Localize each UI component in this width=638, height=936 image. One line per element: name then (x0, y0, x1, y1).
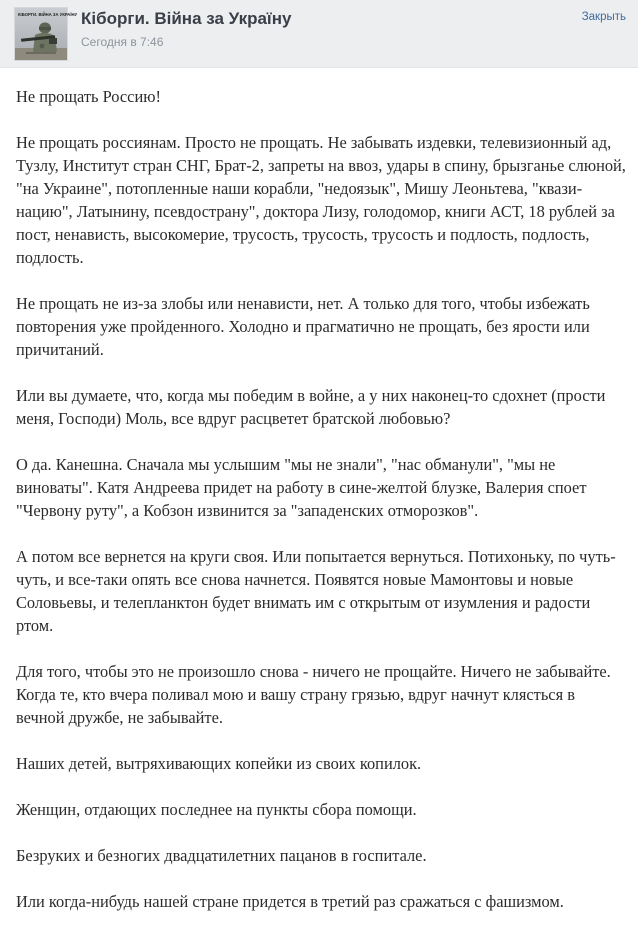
group-name[interactable]: Кіборги. Війна за Україну (81, 9, 292, 28)
paragraph: О да. Канешна. Сначала мы услышим "мы не знали", "нас обманули", "мы не виноваты". Катя Андреева придет на работу в сине-желтой блузке, Валерия споет "Червону руту", а Кобзон извинится за "западенских отморозков". (16, 455, 587, 520)
paragraph: Или когда-нибудь нашей стране придется в третий раз сражаться с фашизмом. (16, 892, 564, 911)
paragraph: Не прощать россиянам. Просто не прощать. Не забывать издевки, телевизионный ад, Тузлу, Институт стран СНГ, Брат-2, запреты на ввоз, удары в спину, брызганье слюной, "на Украине", потопленные наши корабли, "недоязык", Мишу Леоньтева, "квази-нацию", Латынину, псевдострану", доктора Лизу, голодомор, книги АСТ, 18 рублей за пост, ненависть, высокомерие, трусость, трусость, трусость и подлость, подлость, подлость. (16, 133, 626, 267)
paragraph: Не прощать не из-за злобы или ненависти, нет. А только для того, чтобы избежать повторения уже пройденного. Холодно и прагматично не прощать, без ярости или причитаний. (16, 294, 590, 359)
paragraph: Женщин, отдающих последнее на пункты сбора помощи. (16, 800, 417, 819)
soldier-image (15, 8, 78, 60)
post-timestamp[interactable]: Сегодня в 7:46 (81, 35, 164, 49)
group-avatar[interactable] (14, 7, 78, 61)
paragraph: Безруких и безногих двадцатилетних пацанов в госпитале. (16, 846, 427, 865)
avatar-caption: КІБОРГИ. ВІЙНА ЗА УКРАЇНУ (18, 12, 78, 17)
post-header (0, 0, 638, 68)
paragraph: Или вы думаете, что, когда мы победим в войне, а у них наконец-то сдохнет (прости меня, Господи) Моль, все вдруг расцветет братской любовью? (16, 386, 606, 428)
paragraph: Для того, чтобы это не произошло снова - ничего не прощайте. Ничего не забывайте. Когда те, кто вчера поливал мою и вашу страну грязью, вдруг начнут клясться в вечной дружбе, не забывайте. (16, 662, 611, 727)
paragraph: А потом все вернется на круги своя. Или попытается вернуться. Потихоньку, по чуть-чуть, и все-таки опять все снова начнется. Появятся новые Мамонтовы и новые Соловьевы, и телепланктон будет внимать им с открытым от изумления и радости ртом. (16, 547, 616, 635)
post-text (16, 85, 626, 936)
paragraph: Наших детей, вытряхивающих копейки из своих копилок. (16, 754, 422, 773)
close-button[interactable]: Закрыть (581, 11, 626, 23)
paragraph: Не прощать Россию! (16, 87, 161, 106)
